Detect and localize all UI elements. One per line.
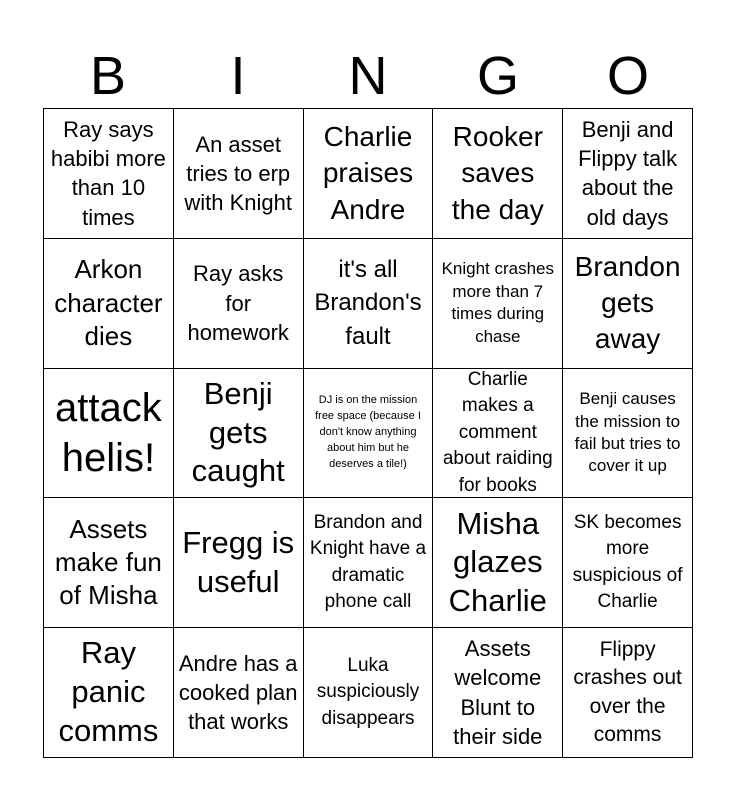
cell-text: Brandon and Knight have a dramatic phone call (309, 511, 427, 613)
cell-text: Brandon gets away (574, 250, 681, 355)
bingo-cell-r1c2[interactable] (174, 109, 304, 239)
bingo-cell-r2c2[interactable] (174, 239, 304, 369)
header-letter-b: B (89, 46, 127, 106)
cell-text: An asset tries to erp with Knight (184, 131, 292, 216)
bingo-cell-r4c3[interactable] (304, 498, 434, 628)
bingo-cell-r5c1[interactable] (44, 628, 174, 758)
cell-text: Benji gets caught (191, 375, 285, 489)
bingo-cell-r4c4[interactable] (433, 498, 563, 628)
cell-text: Benji and Flippy talk about the old days (578, 116, 678, 230)
bingo-cell-r1c3[interactable] (304, 109, 434, 239)
bingo-cell-r2c4[interactable] (433, 239, 563, 369)
cell-text: Ray says habibi more than 10 times (50, 116, 166, 230)
bingo-cell-r3c3-free-space[interactable] (304, 369, 434, 499)
cell-text: Knight crashes more than 7 times during chase (441, 259, 555, 346)
cell-text: Rooker saves the day (451, 120, 544, 225)
cell-text: Arkon character dies (54, 254, 163, 351)
bingo-cell-r4c1[interactable] (44, 498, 174, 628)
cell-text: Charlie makes a comment about raiding for books (442, 368, 553, 496)
header-letter-g: G (476, 46, 519, 106)
bingo-cell-r3c4[interactable] (433, 369, 563, 499)
cell-text: Assets welcome Blunt to their side (453, 636, 543, 749)
cell-text: Charlie praises Andre (322, 120, 414, 225)
bingo-cell-r2c1[interactable] (44, 239, 174, 369)
bingo-cell-r1c5[interactable] (563, 109, 693, 239)
cell-text: Fregg is useful (182, 525, 295, 599)
bingo-cell-r4c2[interactable] (174, 498, 304, 628)
bingo-cell-r3c2[interactable] (174, 369, 304, 499)
cell-text: Benji causes the mission to fail but tries to cover it up (574, 389, 681, 476)
cell-text: Andre has a cooked plan that works (178, 650, 298, 735)
bingo-cell-r2c5[interactable] (563, 239, 693, 369)
bingo-cell-r1c4[interactable] (433, 109, 563, 239)
header-letter-i: I (230, 46, 246, 106)
bingo-cell-r2c3[interactable] (304, 239, 434, 369)
cell-text: Assets make fun of Misha (54, 513, 162, 611)
cell-text: DJ is on the mission free space (because I don't know anything about him but he deserves a tile!) (315, 394, 421, 470)
cell-text: Luka suspiciously disappears (316, 654, 420, 729)
bingo-cell-r5c3[interactable] (304, 628, 434, 758)
cell-text: Flippy crashes out over the comms (573, 637, 682, 747)
cell-text: SK becomes more suspicious of Charlie (572, 511, 683, 613)
bingo-cell-r5c4[interactable] (433, 628, 563, 758)
bingo-cell-r5c5[interactable] (563, 628, 693, 758)
cell-text: attack helis! (55, 385, 162, 480)
bingo-cell-r5c2[interactable] (174, 628, 304, 758)
bingo-cell-r3c1[interactable] (44, 369, 174, 499)
cell-text: it's all Brandon's fault (314, 255, 422, 350)
cell-text: Ray asks for homework (187, 261, 289, 345)
cell-text: Misha glazes Charlie (448, 505, 547, 619)
bingo-cell-r1c1[interactable] (44, 109, 174, 239)
bingo-grid (43, 108, 693, 758)
bingo-cell-r3c5[interactable] (563, 369, 693, 499)
header-letter-n: N (348, 46, 388, 106)
bingo-header (43, 44, 693, 108)
bingo-cell-r4c5[interactable] (563, 498, 693, 628)
cell-text: Ray panic comms (58, 635, 159, 748)
header-letter-o: O (606, 46, 649, 106)
